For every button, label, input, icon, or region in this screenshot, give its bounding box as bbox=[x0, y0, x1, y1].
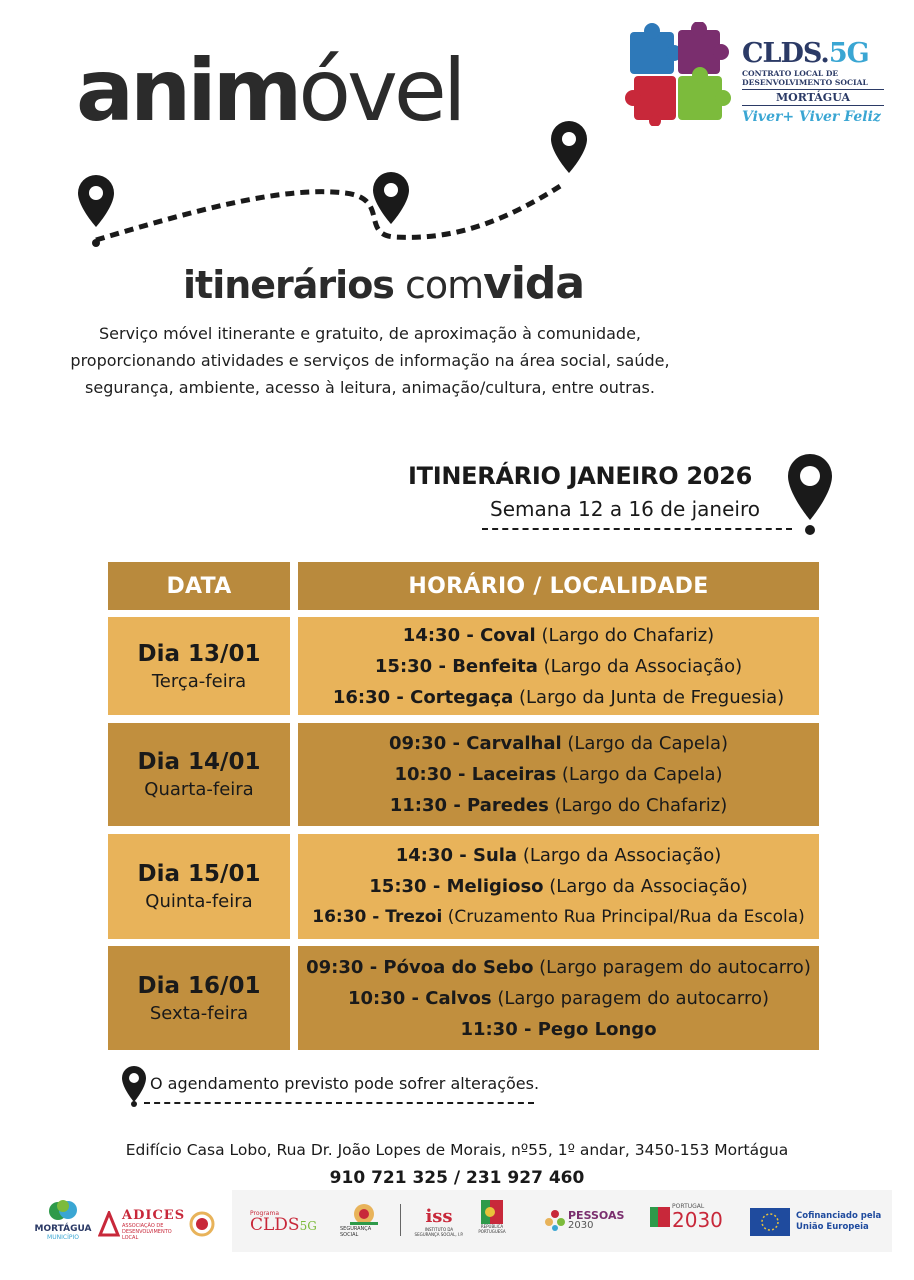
flag-emblem-icon bbox=[481, 1200, 503, 1224]
schedule-entry: 16:30 - Cortegaça (Largo da Junta de Freguesia) bbox=[332, 686, 785, 708]
anniversary-badge-icon bbox=[189, 1211, 215, 1237]
schedule-entry: 10:30 - Calvos (Largo paragem do autocarro) bbox=[347, 987, 770, 1009]
route-path-illustration bbox=[60, 115, 600, 255]
puzzle-logo-icon bbox=[622, 22, 734, 126]
address: Edifício Casa Lobo, Rua Dr. João Lopes de Morais, nº55, 1º andar, 3450-153 Mortágua bbox=[125, 1141, 789, 1159]
schedule-cell bbox=[298, 834, 819, 939]
disclaimer-note: O agendamento previsto pode sofrer alterações. bbox=[150, 1074, 540, 1093]
portugal-2030-logo: PORTUGAL 2030 bbox=[650, 1204, 730, 1230]
tagline: itinerários comvida bbox=[183, 258, 585, 309]
iss-logo: iss INSTITUTO DA SEGURANÇA SOCIAL, I.P. bbox=[414, 1206, 464, 1237]
seguranca-social-logo: SEGURANÇA SOCIAL bbox=[340, 1202, 388, 1238]
map-pin-icon bbox=[551, 121, 587, 173]
flower-icon bbox=[346, 1202, 382, 1226]
schedule-entry: 10:30 - Laceiras (Largo da Capela) bbox=[394, 764, 723, 785]
intro-text: Serviço móvel itinerante e gratuito, de aproximação à comunidade, proporcionando atividades e serviços de informação na área social, saúde, segurança, ambiente, acesso à leitura, animação/cultura, entre outras. bbox=[70, 324, 670, 397]
itinerary-title: ITINERÁRIO JANEIRO 2026 bbox=[408, 462, 752, 490]
schedule-cell bbox=[298, 617, 819, 715]
divider bbox=[144, 1102, 534, 1104]
column-header-data: DATA bbox=[108, 562, 290, 610]
date-cell: Dia 13/01 Terça-feira bbox=[108, 617, 290, 715]
clds-programa-logo: Programa CLDS5G bbox=[250, 1209, 317, 1235]
schedule-entry: 15:30 - Meligioso (Largo da Associação) bbox=[369, 876, 748, 897]
adices-symbol-icon bbox=[98, 1211, 120, 1237]
schedule-entry: 15:30 - Benfeita (Largo da Associação) bbox=[374, 655, 743, 677]
itinerary-week: Semana 12 a 16 de janeiro bbox=[490, 497, 760, 521]
eu-flag-icon bbox=[750, 1208, 790, 1236]
eu-cofinancing-logo: Cofinanciado pela União Europeia bbox=[750, 1208, 890, 1236]
schedule-entry: 11:30 - Paredes (Largo do Chafariz) bbox=[389, 795, 728, 816]
portugal-flag-icon bbox=[650, 1205, 670, 1229]
schedule-entry: 11:30 - Pego Longo bbox=[460, 1018, 657, 1040]
schedule-entry: 16:30 - Trezoi (Cruzamento Rua Principal/Rua da Escola) bbox=[312, 907, 805, 927]
divider bbox=[400, 1204, 401, 1236]
schedule-entry: 14:30 - Sula (Largo da Associação) bbox=[395, 845, 722, 866]
mortagua-logo: MORTÁGUA MUNICÍPIO bbox=[34, 1198, 92, 1241]
date-cell: Dia 15/01 Quinta-feira bbox=[108, 834, 290, 939]
divider bbox=[482, 528, 792, 530]
leaf-icon bbox=[48, 1198, 78, 1224]
people-icon bbox=[544, 1208, 566, 1232]
schedule-entry: 14:30 - Coval (Largo do Chafariz) bbox=[402, 624, 715, 646]
schedule-entry: 09:30 - Póvoa do Sebo (Largo paragem do autocarro) bbox=[306, 956, 811, 978]
schedule-cell bbox=[298, 723, 819, 826]
phone-numbers: 910 721 325 / 231 927 460 bbox=[329, 1168, 585, 1188]
schedule-entry: 09:30 - Carvalhal (Largo da Capela) bbox=[388, 733, 729, 754]
map-pin-icon bbox=[373, 172, 409, 224]
adices-logo: ADICES ASSOCIAÇÃO DE DESENVOLVIMENTO LOCAL bbox=[98, 1204, 218, 1244]
date-cell: Dia 16/01 Sexta-feira bbox=[108, 946, 290, 1050]
date-cell: Dia 14/01 Quarta-feira bbox=[108, 723, 290, 826]
republica-portuguesa-logo: REPÚBLICA PORTUGUESA bbox=[472, 1200, 512, 1234]
clds-logo: CLDS.5G CONTRATO LOCAL DE DESENVOLVIMENTO SOCIAL MORTÁGUA Viver+ Viver Feliz bbox=[742, 38, 884, 125]
animovel-title: animóvel bbox=[76, 41, 463, 141]
pessoas-2030-logo: PESSOAS 2030 bbox=[544, 1208, 628, 1232]
map-pin-icon bbox=[78, 175, 114, 247]
schedule-cell bbox=[298, 946, 819, 1050]
map-pin-icon bbox=[786, 452, 834, 536]
column-header-horario: HORÁRIO / LOCALIDADE bbox=[298, 562, 819, 610]
